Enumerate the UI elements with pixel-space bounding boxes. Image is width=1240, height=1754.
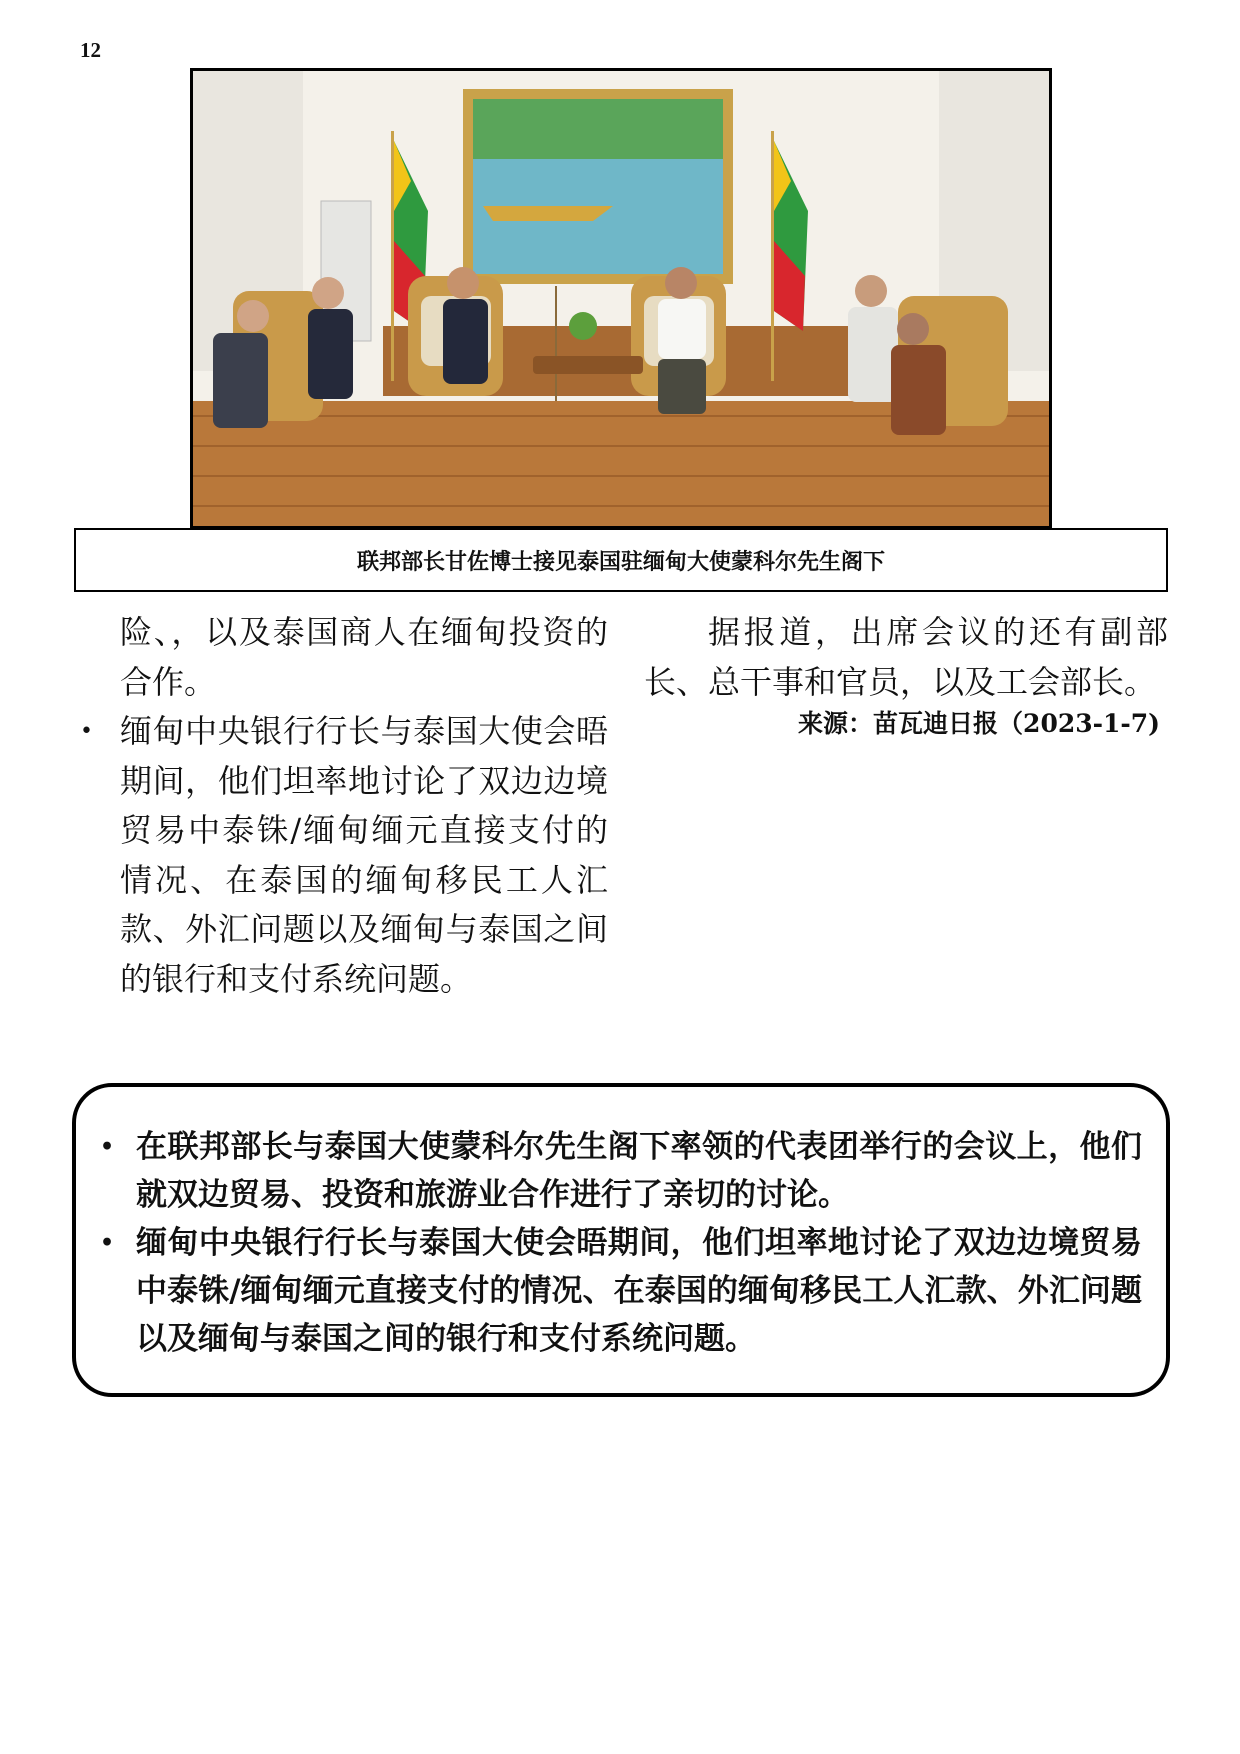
summary-box <box>72 1083 1170 1397</box>
summary-item <box>100 1123 1142 1219</box>
meeting-photo <box>190 68 1052 529</box>
summary-item <box>100 1219 1142 1363</box>
painting-royal-barge <box>483 206 613 221</box>
photo-caption: 联邦部长甘佐博士接见泰国驻缅甸大使蒙科尔先生阁下 <box>74 528 1168 592</box>
bullet-text: 缅甸中央银行行长与泰国大使会晤期间，他们坦率地讨论了双边边境贸易中泰铢/缅甸缅元直接支付的情况、在泰国的缅甸移民工人汇款、外汇问题以及缅甸与泰国之间的银行和支付系统问题。 <box>120 712 608 998</box>
source-citation: 来源：苗瓦迪日报（2023-1-7) <box>798 709 1160 738</box>
continued-paragraph: 险、，以及泰国商人在缅甸投资的合作。 <box>120 613 608 701</box>
page-number: 12 <box>80 38 101 62</box>
center-table <box>533 356 643 374</box>
summary-item-text: 缅甸中央银行行长与泰国大使会晤期间，他们坦率地讨论了双边边境贸易中泰铢/缅甸缅元直接支付的情况、在泰国的缅甸移民工人汇款、外汇问题以及缅甸与泰国之间的银行和支付系统问题。 <box>136 1225 1142 1357</box>
painting-sky-band <box>473 99 723 159</box>
summary-item-text: 在联邦部长与泰国大使蒙科尔先生阁下率领的代表团举行的会议上，他们就双边贸易、投资和旅游业合作进行了亲切的讨论。 <box>136 1129 1142 1213</box>
table-plant <box>569 312 597 340</box>
bullet-dot: • <box>80 719 93 744</box>
report-paragraph: 据报道，出席会议的还有副部长、总干事和官员，以及工会部长。 <box>644 613 1168 701</box>
bullet-item <box>80 707 608 1004</box>
meeting-photo-illustration <box>193 71 1049 526</box>
right-column <box>644 608 1168 741</box>
left-column <box>80 608 608 1004</box>
bullet-dot: • <box>100 1230 115 1256</box>
bullet-dot: • <box>100 1134 115 1160</box>
